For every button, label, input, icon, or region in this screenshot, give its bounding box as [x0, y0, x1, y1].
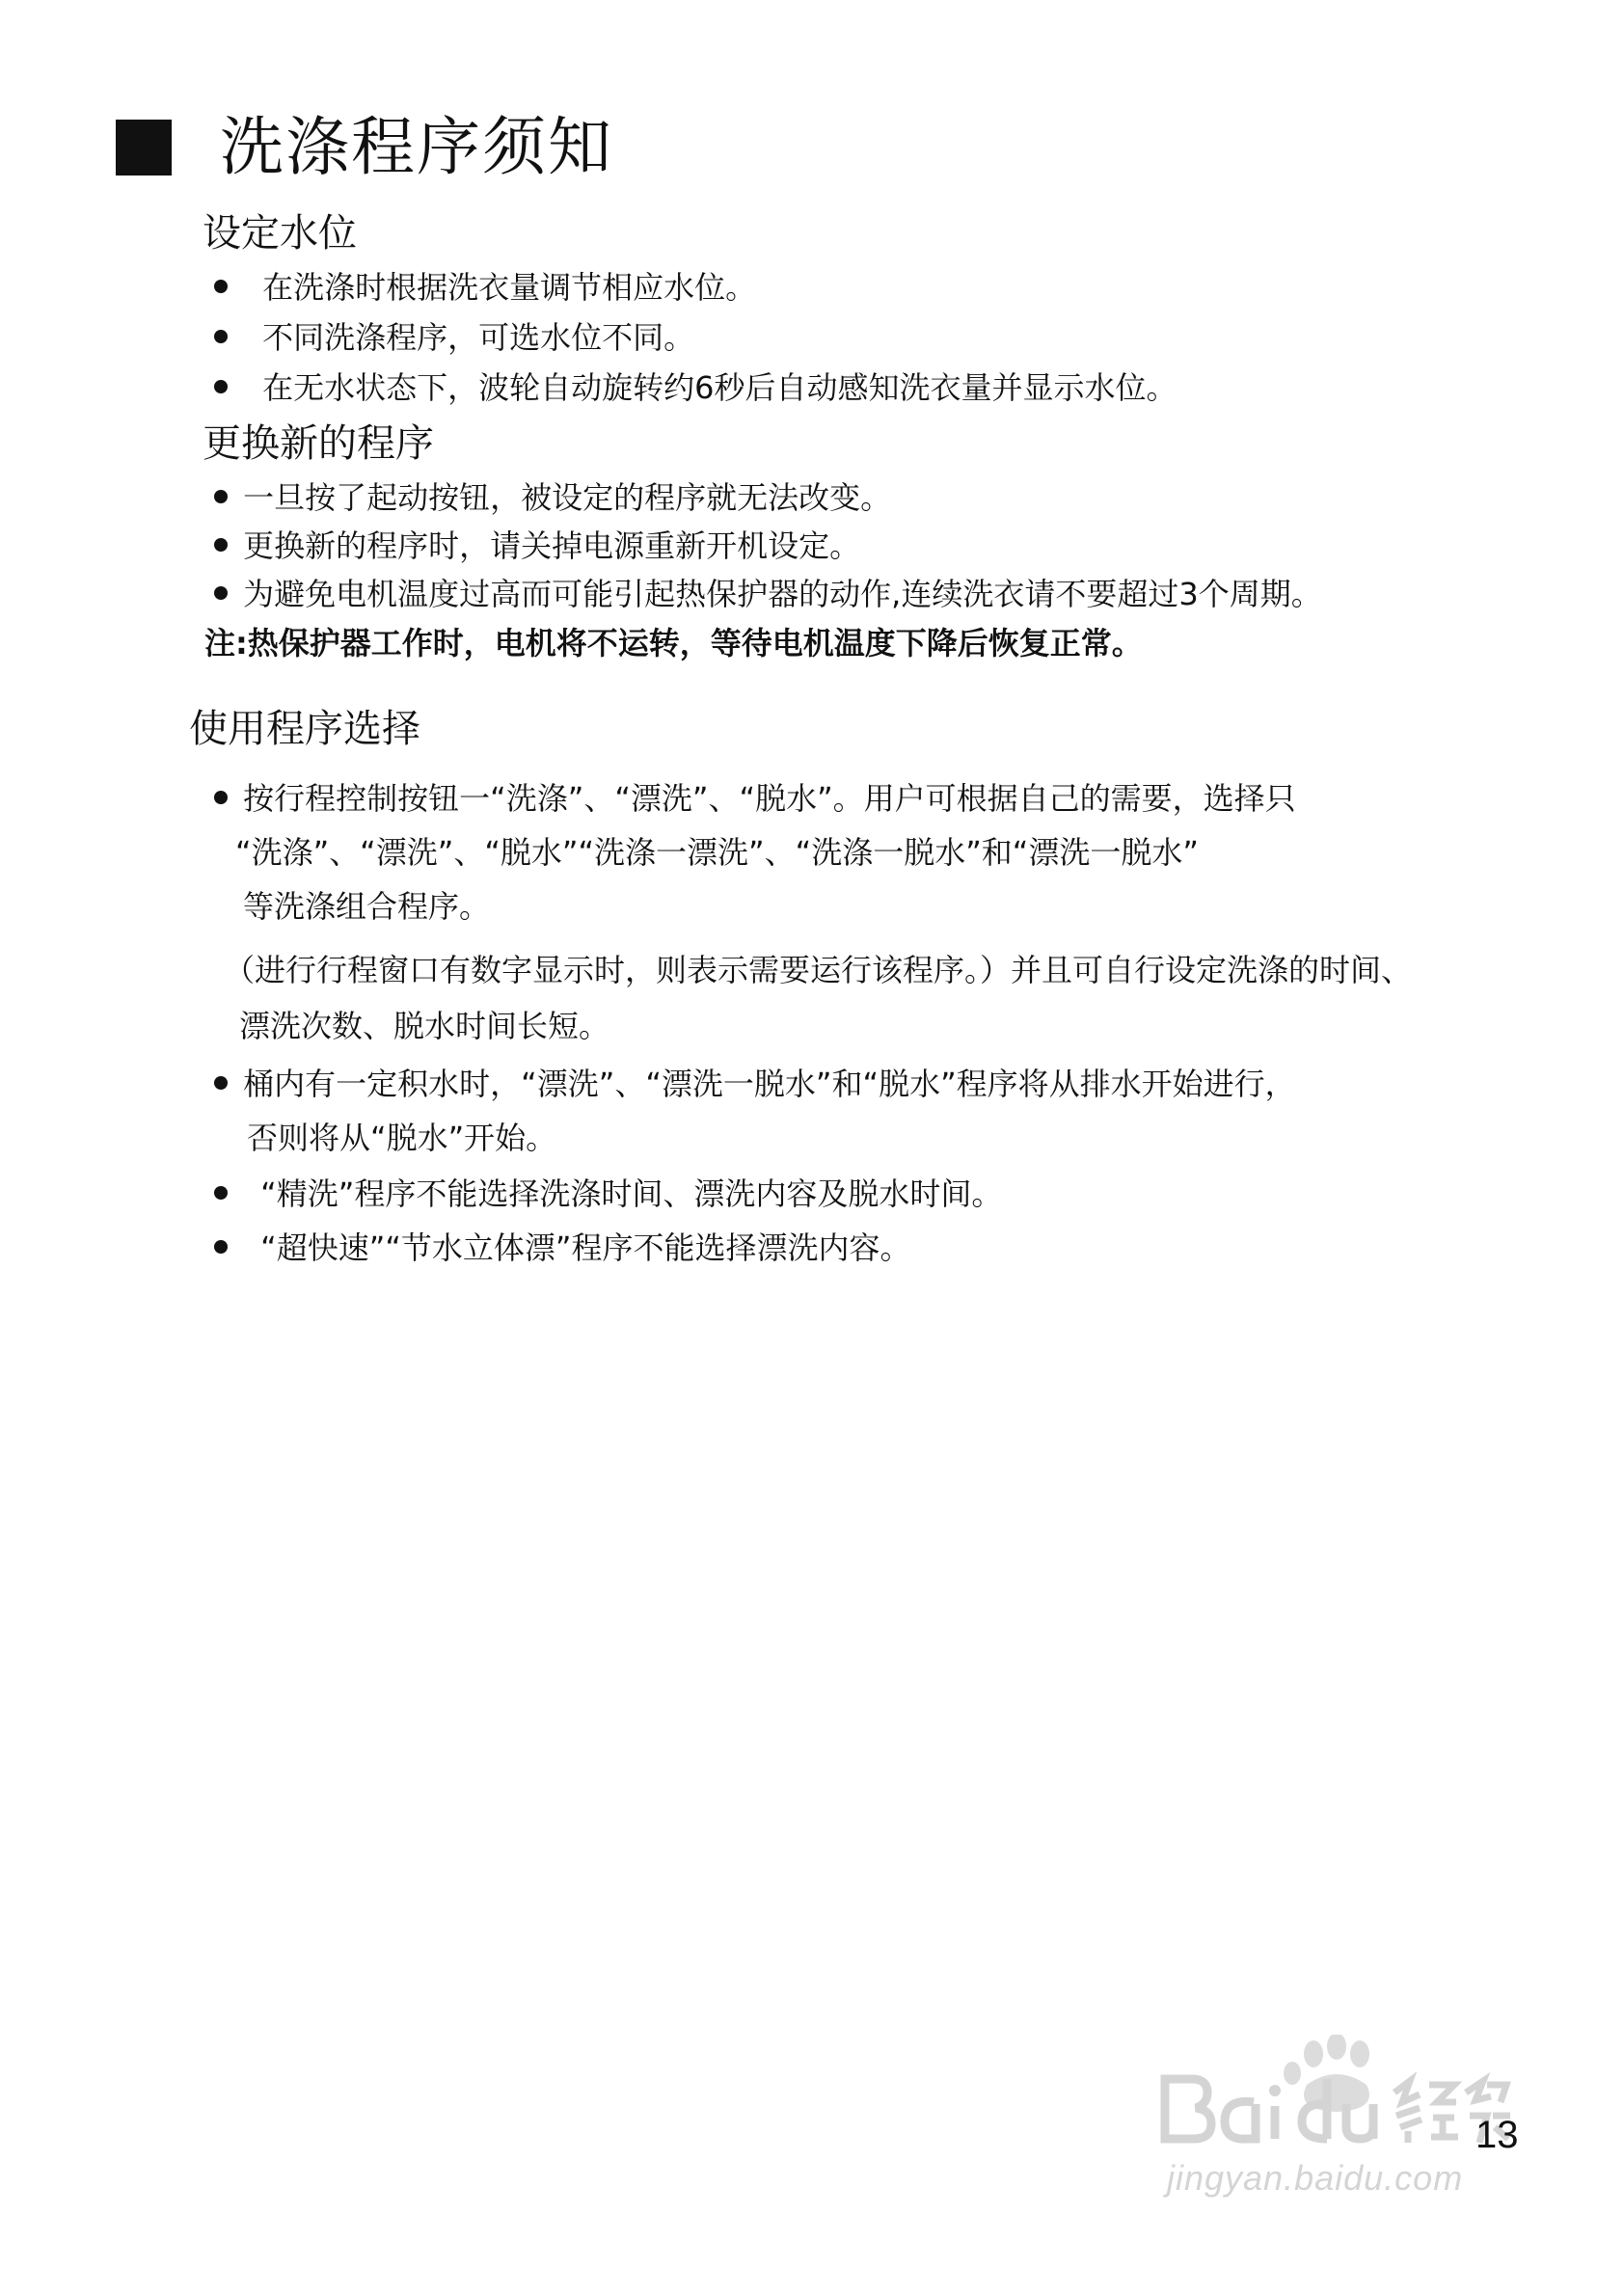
bullet-text: 桶内有一定积水时，“漂洗”、“漂洗一脱水”和“脱水”程序将从排水开始进行，: [243, 1066, 1296, 1102]
bullet-icon: [214, 1076, 228, 1090]
bullet-icon: [214, 538, 228, 552]
section-heading-water-level: 设定水位: [203, 211, 357, 256]
bullet-icon: [214, 1240, 228, 1254]
parenthetical-text: 漂洗次数、脱水时间长短。: [239, 1008, 610, 1044]
bullet-text: “超快速”“节水立体漂”程序不能选择漂洗内容。: [260, 1229, 911, 1266]
bullet-text: 一旦按了起动按钮，被设定的程序就无法改变。: [243, 479, 892, 516]
bullet-text: 在洗涤时根据洗衣量调节相应水位。: [262, 269, 757, 306]
bullet-item: [214, 1175, 1003, 1212]
bullet-icon: [214, 1186, 228, 1200]
bullet-text: 更换新的程序时，请关掉电源重新开机设定。: [243, 527, 861, 564]
bullet-text-continuation: “洗涤”、“漂洗”、“脱水”“洗涤一漂洗”、“洗涤一脱水”和“漂洗一脱水”: [235, 834, 1199, 871]
title-row: [116, 110, 613, 184]
title-square-marker: [116, 120, 172, 176]
bullet-text: “精洗”程序不能选择洗涤时间、漂洗内容及脱水时间。: [260, 1175, 1003, 1212]
bullet-icon: [214, 330, 228, 343]
bullet-item: [214, 1229, 911, 1266]
bullet-item: [214, 269, 757, 306]
watermark-url: jingyan.baidu.com: [1167, 2158, 1464, 2198]
page-title: 洗涤程序须知: [220, 110, 613, 184]
bullet-icon: [214, 490, 228, 503]
bullet-item: [214, 576, 1322, 612]
bullet-item: [214, 479, 892, 516]
section-heading-change-program: 更换新的程序: [203, 421, 434, 466]
bullet-text: 为避免电机温度过高而可能引起热保护器的动作,连续洗衣请不要超过3个周期。: [243, 576, 1322, 612]
bullet-icon: [214, 280, 228, 293]
bullet-icon: [214, 586, 228, 600]
page-number: 13: [1475, 2114, 1519, 2156]
bullet-item: [214, 527, 861, 564]
bullet-item: [214, 369, 1177, 406]
bullet-icon: [214, 791, 228, 804]
baidu-jingyan-logo-icon: [1148, 2035, 1514, 2150]
bullet-text: 不同洗涤程序，可选水位不同。: [262, 319, 695, 356]
bullet-item: [214, 319, 695, 356]
parenthetical-text: （进行行程窗口有数字显示时，则表示需要运行该程序。）并且可自行设定洗涤的时间、: [224, 952, 1413, 988]
bullet-text: 在无水状态下，波轮自动旋转约6秒后自动感知洗衣量并显示水位。: [262, 369, 1177, 406]
section-heading-program-select: 使用程序选择: [189, 707, 420, 751]
bullet-text: 按行程控制按钮一“洗涤”、“漂洗”、“脱水”。用户可根据自己的需要，选择只: [243, 780, 1296, 817]
bullet-text-continuation: 否则将从“脱水”开始。: [247, 1120, 557, 1156]
bullet-item: [214, 1066, 1296, 1102]
bullet-icon: [214, 380, 228, 393]
bullet-item: [214, 780, 1296, 817]
bullet-text-continuation: 等洗涤组合程序。: [243, 888, 491, 925]
thermal-protector-note: 注:热保护器工作时，电机将不运转，等待电机温度下降后恢复正常。: [204, 625, 1143, 662]
